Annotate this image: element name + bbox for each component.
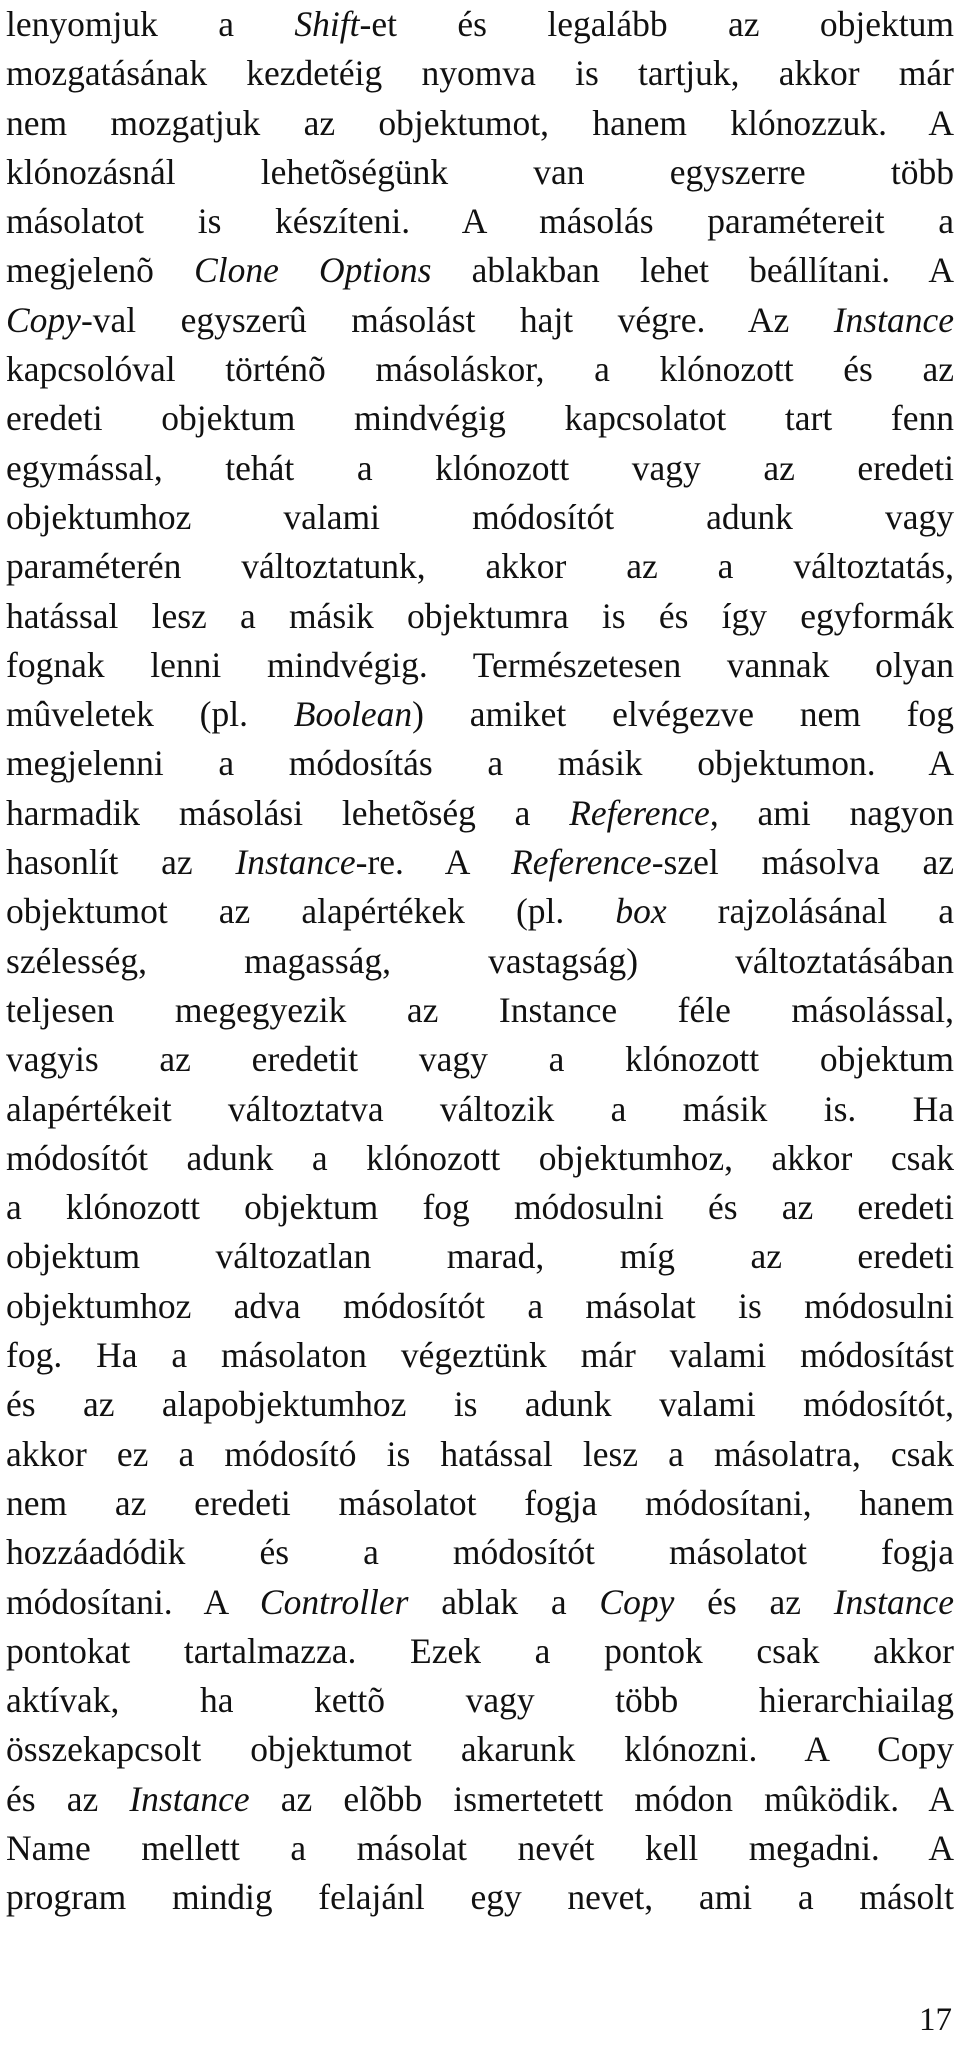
- text-run: nem mozgatjuk az objektumot, hanem klónozzuk. A: [6, 102, 954, 143]
- italic-term: Controller: [259, 1581, 409, 1622]
- text-run: mozgatásának kezdetéig nyomva is tartjuk, akkor már: [6, 53, 954, 94]
- text-line: [6, 986, 954, 1035]
- text-line: [6, 1824, 954, 1873]
- italic-term: Reference: [569, 792, 710, 833]
- text-line: [6, 1232, 954, 1281]
- text-line: [6, 937, 954, 986]
- text-run: eredeti objektum mindvégig kapcsolatot tart fenn: [6, 398, 954, 439]
- text-line: [6, 1873, 954, 1922]
- text-run: klónozásnál lehetõségünk van egyszerre több: [6, 151, 954, 192]
- text-line: [6, 1775, 954, 1824]
- text-run: összekapcsolt objektumot akarunk klónozni. A Copy: [6, 1729, 954, 1770]
- text-run: hozzáadódik és a módosítót másolatot fogja: [6, 1532, 954, 1573]
- italic-term: Copy: [599, 1581, 675, 1622]
- text-line: [6, 1430, 954, 1479]
- text-run: program mindig felajánl egy nevet, ami a másolt: [6, 1877, 954, 1918]
- text-run: alapértékeit változtatva változik a másik is. Ha: [6, 1088, 954, 1129]
- text-line: [6, 394, 954, 443]
- text-line: [6, 1331, 954, 1380]
- text-run: másolatot is készíteni. A másolás paramétereit a: [6, 201, 954, 242]
- italic-term: Instance: [235, 842, 356, 883]
- text-line: [6, 641, 954, 690]
- text-line: [6, 1380, 954, 1429]
- text-line: [6, 296, 954, 345]
- text-line: [6, 246, 954, 295]
- text-run: Name mellett a másolat nevét kell megadni. A: [6, 1827, 954, 1868]
- text-run: egymással, tehát a klónozott vagy az eredeti: [6, 447, 954, 488]
- italic-term: Instance: [833, 299, 954, 340]
- italic-term: Boolean: [293, 694, 413, 735]
- text-line: [6, 838, 954, 887]
- text-run: objektumhoz adva módosítót a másolat is módosulni: [6, 1285, 954, 1326]
- text-line: [6, 1528, 954, 1577]
- text-run: a klónozott objektum fog módosulni és az eredeti: [6, 1187, 954, 1228]
- text-run: és az: [6, 1778, 130, 1819]
- text-line: [6, 1479, 954, 1528]
- text-line: [6, 444, 954, 493]
- text-run: ablakban lehet beállítani. A: [431, 250, 954, 291]
- text-run: ablak a: [408, 1581, 600, 1622]
- text-run: ) amiket elvégezve nem fog: [412, 694, 954, 735]
- text-run: mûveletek (pl.: [6, 694, 294, 735]
- italic-term: Instance: [129, 1778, 250, 1819]
- text-line: [6, 789, 954, 838]
- text-run: módosítani. A: [6, 1581, 260, 1622]
- text-line: [6, 1725, 954, 1774]
- italic-term: Reference: [511, 842, 652, 883]
- text-line: [6, 197, 954, 246]
- text-line: [6, 1134, 954, 1183]
- text-run: kapcsolóval történõ másoláskor, a klónozott és az: [6, 349, 954, 390]
- text-run: megjelenni a módosítás a másik objektumon. A: [6, 743, 954, 784]
- text-line: [6, 592, 954, 641]
- text-line: [6, 1627, 954, 1676]
- italic-term: Instance: [833, 1581, 954, 1622]
- text-run: lenyomjuk a: [6, 4, 295, 44]
- text-run: fog. Ha a másolaton végeztünk már valami módosítást: [6, 1335, 954, 1376]
- italic-term: Clone Options: [194, 250, 432, 291]
- text-run: rajzolásánal a: [666, 891, 954, 932]
- text-run: az elõbb ismertetett módon mûködik. A: [249, 1778, 954, 1819]
- text-line: [6, 542, 954, 591]
- text-run: módosítót adunk a klónozott objektumhoz, akkor csak: [6, 1137, 954, 1178]
- body-paragraph: [6, 0, 954, 1923]
- text-run: aktívak, ha kettõ vagy több hierarchiailag: [6, 1680, 954, 1721]
- text-line: [6, 1183, 954, 1232]
- text-run: -re. A: [355, 842, 512, 883]
- text-run: teljesen megegyezik az Instance féle másolással,: [6, 989, 954, 1030]
- italic-term: Copy: [6, 299, 81, 340]
- text-line: [6, 99, 954, 148]
- text-line: [6, 1676, 954, 1725]
- text-run: vagyis az eredetit vagy a klónozott objektum: [6, 1039, 954, 1080]
- text-run: objektumot az alapértékek (pl.: [6, 891, 616, 932]
- text-run: harmadik másolási lehetõség a: [6, 792, 570, 833]
- text-run: nem az eredeti másolatot fogja módosítani, hanem: [6, 1482, 954, 1523]
- text-line: [6, 49, 954, 98]
- text-run: hatással lesz a másik objektumra is és így egyformák: [6, 595, 954, 636]
- text-run: szélesség, magasság, vastagság) változtatásában: [6, 940, 954, 981]
- text-line: [6, 1282, 954, 1331]
- text-run: fognak lenni mindvégig. Természetesen vannak olyan: [6, 644, 954, 685]
- text-line: [6, 345, 954, 394]
- text-run: hasonlít az: [6, 842, 236, 883]
- text-line: [6, 739, 954, 788]
- page-number: 17: [919, 2002, 952, 2038]
- text-line: [6, 148, 954, 197]
- text-run: és az: [674, 1581, 834, 1622]
- text-line: [6, 1035, 954, 1084]
- text-run: akkor ez a módosító is hatással lesz a másolatra, csak: [6, 1433, 954, 1474]
- text-line: [6, 887, 954, 936]
- text-line: [6, 493, 954, 542]
- text-run: paraméterén változtatunk, akkor az a változtatás,: [6, 546, 954, 587]
- text-run: , ami nagyon: [709, 792, 954, 833]
- text-run: -szel másolva az: [651, 842, 954, 883]
- text-line: [6, 1085, 954, 1134]
- text-run: pontokat tartalmazza. Ezek a pontok csak akkor: [6, 1630, 954, 1671]
- text-run: objektum változatlan marad, míg az eredeti: [6, 1236, 954, 1277]
- italic-term: Shift: [294, 4, 360, 44]
- text-run: -et és legalább az objektum: [359, 4, 954, 44]
- text-run: -val egyszerû másolást hajt végre. Az: [80, 299, 834, 340]
- text-run: és az alapobjektumhoz is adunk valami módosítót,: [6, 1384, 954, 1425]
- italic-term: box: [615, 891, 667, 932]
- text-run: objektumhoz valami módosítót adunk vagy: [6, 496, 954, 537]
- text-run: megjelenõ: [6, 250, 195, 291]
- text-line: [6, 1578, 954, 1627]
- text-line: [6, 690, 954, 739]
- text-line: [6, 0, 954, 49]
